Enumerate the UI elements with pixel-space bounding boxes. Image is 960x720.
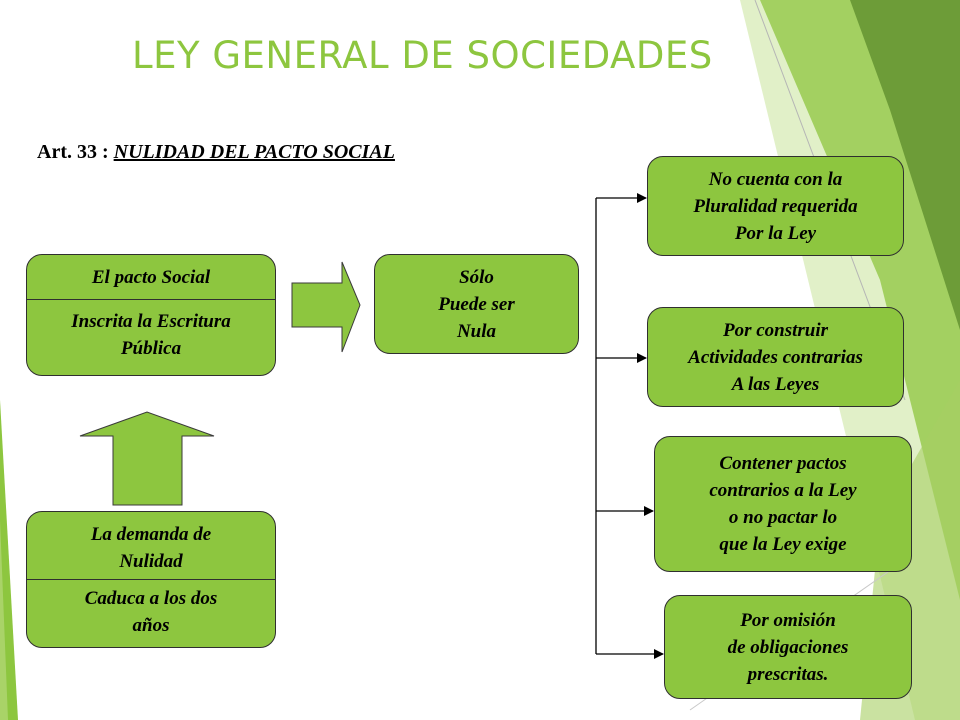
cause-3-line-3: o no pactar lo [728, 507, 838, 528]
caduca-label-1: Caduca a los dos [84, 587, 218, 609]
cause-box-1 [647, 156, 904, 256]
pacto-social-label: El pacto Social [91, 266, 211, 288]
article-number: Art. 33 : [37, 141, 114, 163]
cause-1-line-1: No cuenta con la [708, 168, 843, 190]
solo-nula-line-3: Nula [456, 320, 497, 342]
cause-4-line-1: Por omisión [740, 609, 836, 631]
page-title: LEY GENERAL DE SOCIEDADES [132, 34, 713, 77]
article-heading [37, 141, 395, 164]
cause-box-2 [647, 307, 904, 407]
solo-nula-line-1: Sólo [459, 266, 494, 288]
big-right-arrow [292, 262, 360, 352]
cause-2-line-3: A las Leyes [731, 373, 820, 395]
cause-box-3 [654, 436, 912, 572]
solo-nula-line-2: Puede ser [438, 293, 515, 315]
cause-4-line-2: de obligaciones [727, 636, 849, 658]
cause-2-line-2: Actividades contrarias [688, 346, 863, 368]
demanda-label-2: Nulidad [119, 550, 183, 572]
big-up-arrow [80, 412, 214, 505]
cause-4-line-3: prescritas. [747, 663, 829, 685]
cause-1-line-2: Pluralidad requerida [693, 195, 858, 217]
caduca-label-2: años [132, 614, 170, 636]
pacto-social-detail-2: Pública [120, 337, 182, 359]
solo-nula-box [374, 254, 579, 354]
cause-3-line-4: que la Ley exige [719, 534, 847, 555]
article-name: NULIDAD DEL PACTO SOCIAL [113, 141, 395, 163]
cause-3-line-1: Contener pactos [719, 453, 847, 474]
pacto-social-box [26, 254, 276, 376]
demanda-nulidad-box [26, 511, 276, 648]
cause-box-4 [664, 595, 912, 699]
demanda-label-1: La demanda de [90, 523, 212, 545]
cause-3-line-2: contrarios a la Ley [709, 480, 857, 501]
pacto-social-detail-1: Inscrita la Escritura [71, 310, 231, 332]
cause-2-line-1: Por construir [722, 319, 829, 341]
cause-1-line-3: Por la Ley [734, 222, 817, 244]
